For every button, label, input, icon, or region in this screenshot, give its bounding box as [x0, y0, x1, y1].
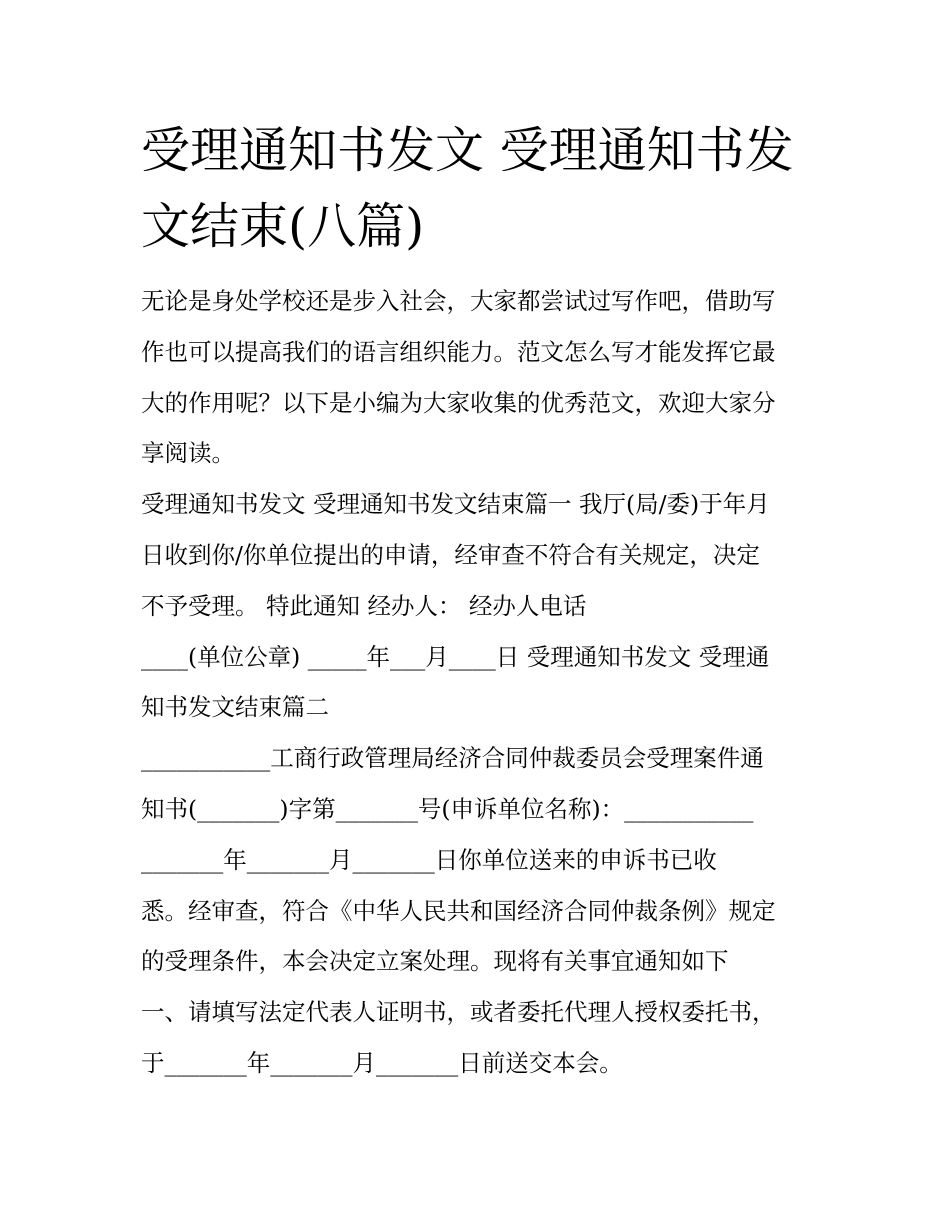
body-line-8: ____(单位公章) _____年___月____日 受理通知书发文 受理通 — [141, 642, 770, 671]
body-line-4: 享阅读。 — [141, 439, 235, 468]
body-line-7: 不予受理。 特此通知 经办人： 经办人电话 — [141, 591, 587, 620]
body-line-13: 悉。经审查，符合《中华人民共和国经济合同仲裁条例》规定 — [141, 896, 776, 925]
document-body — [141, 276, 831, 1089]
title-line-1: 受理通知书发文 受理通知书发 — [141, 122, 794, 179]
body-line-1: 无论是身处学校还是步入社会，大家都尝试过写作吧，借助写 — [141, 287, 776, 315]
body-line-12: _______年_______月_______日你单位送来的申诉书已收 — [141, 845, 717, 874]
title-line-2: 文结束(八篇) — [141, 198, 425, 255]
document-title — [141, 113, 821, 265]
body-line-3: 大的作用呢？以下是小编为大家收集的优秀范文，欢迎大家分 — [141, 388, 776, 417]
body-line-5: 受理通知书发文 受理通知书发文结束篇一 我厅(局/委)于年月 — [141, 490, 770, 519]
body-line-11: 知书(_______)字第_______号(申诉单位名称)：___________ — [141, 794, 754, 823]
body-line-16: 于_______年_______月_______日前送交本会。 — [141, 1048, 623, 1077]
body-line-2: 作也可以提高我们的语言组织能力。范文怎么写才能发挥它最 — [141, 337, 776, 366]
body-line-10: ___________工商行政管理局经济合同仲裁委员会受理案件通 — [141, 744, 764, 773]
body-line-14: 的受理条件，本会决定立案处理。现将有关事宜通知如下 — [141, 947, 729, 976]
body-line-9: 知书发文结束篇二 — [141, 693, 329, 722]
body-line-6: 日收到你/你单位提出的申请，经审查不符合有关规定，决定 — [141, 540, 760, 569]
body-line-15: 一、请填写法定代表人证明书，或者委托代理人授权委托书， — [141, 998, 776, 1027]
